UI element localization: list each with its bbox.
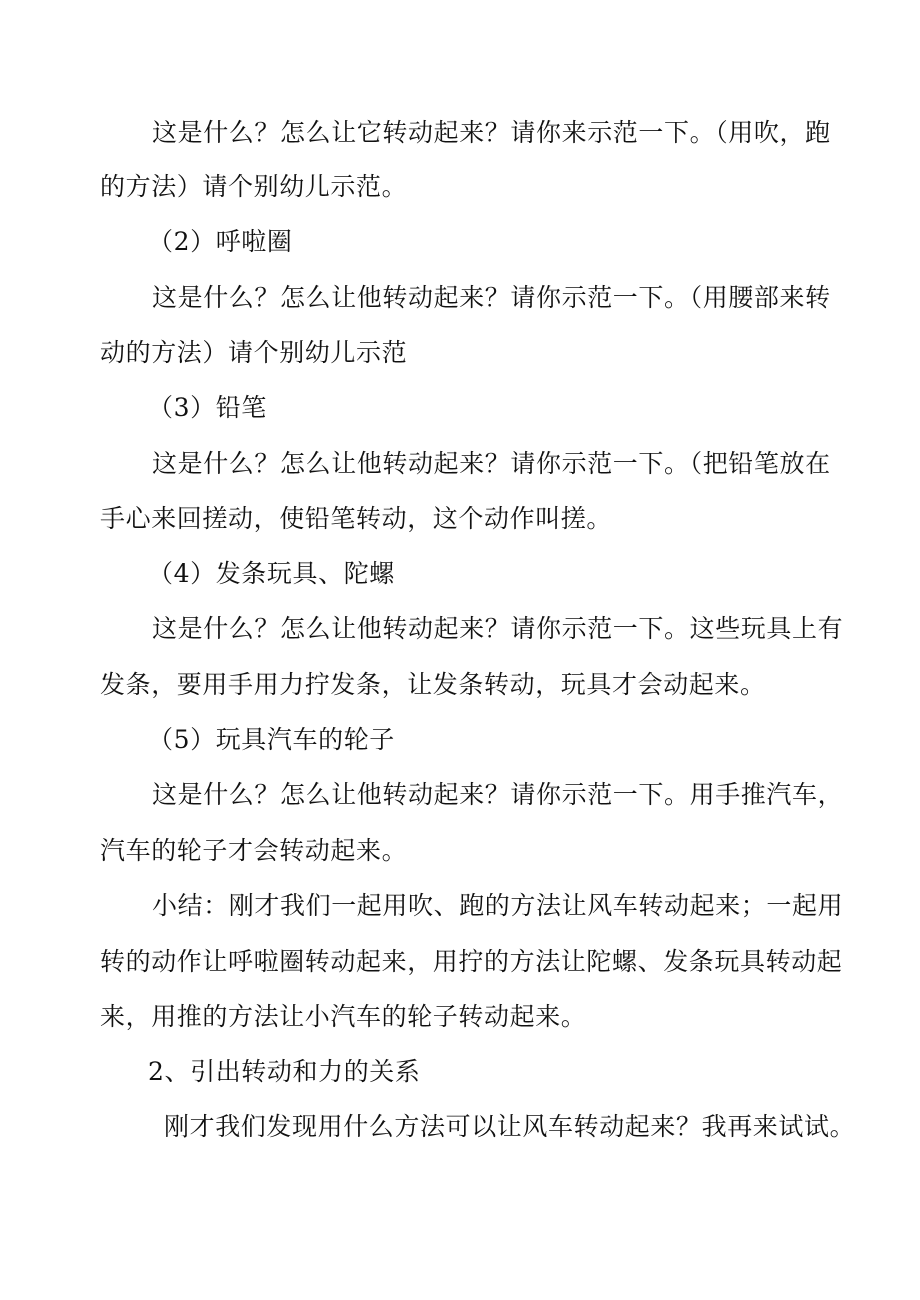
paragraph-line: 这是什么？怎么让他转动起来？请你示范一下。（用腰部来转 bbox=[152, 283, 831, 312]
paragraph-line: 动的方法）请个别幼儿示范 bbox=[100, 338, 408, 367]
paragraph-line: 这是什么？怎么让他转动起来？请你示范一下。用手推汽车， bbox=[152, 780, 844, 809]
paragraph-line: 这是什么？怎么让他转动起来？请你示范一下。这些玩具上有 bbox=[152, 614, 844, 643]
summary-line: 小结：刚才我们一起用吹、跑的方法让风车转动起来；一起用 bbox=[152, 891, 844, 920]
section-heading: （5）玩具汽车的轮子 bbox=[148, 725, 395, 754]
section-heading: （2）呼啦圈 bbox=[148, 227, 293, 256]
section-heading: 2、引出转动和力的关系 bbox=[148, 1057, 421, 1086]
paragraph-line: 这是什么？怎么让它转动起来？请你来示范一下。（用吹，跑 bbox=[152, 118, 831, 147]
paragraph-line: 手心来回搓动，使铅笔转动，这个动作叫搓。 bbox=[100, 504, 613, 533]
paragraph-line: 汽车的轮子才会转动起来。 bbox=[100, 836, 408, 865]
summary-line: 转的动作让呼啦圈转动起来，用拧的方法让陀螺、发条玩具转动起 bbox=[100, 947, 843, 976]
paragraph-line: 这是什么？怎么让他转动起来？请你示范一下。（把铅笔放在 bbox=[152, 449, 831, 478]
section-heading: （4）发条玩具、陀螺 bbox=[148, 559, 395, 588]
paragraph-line: 的方法）请个别幼儿示范。 bbox=[100, 172, 408, 201]
section-heading: （3）铅笔 bbox=[148, 393, 267, 422]
paragraph-line: 刚才我们发现用什么方法可以让风车转动起来？我再来试试。 bbox=[164, 1112, 856, 1141]
paragraph-line: 发条，要用手用力拧发条，让发条转动，玩具才会动起来。 bbox=[100, 670, 766, 699]
summary-line: 来，用推的方法让小汽车的轮子转动起来。 bbox=[100, 1002, 587, 1031]
